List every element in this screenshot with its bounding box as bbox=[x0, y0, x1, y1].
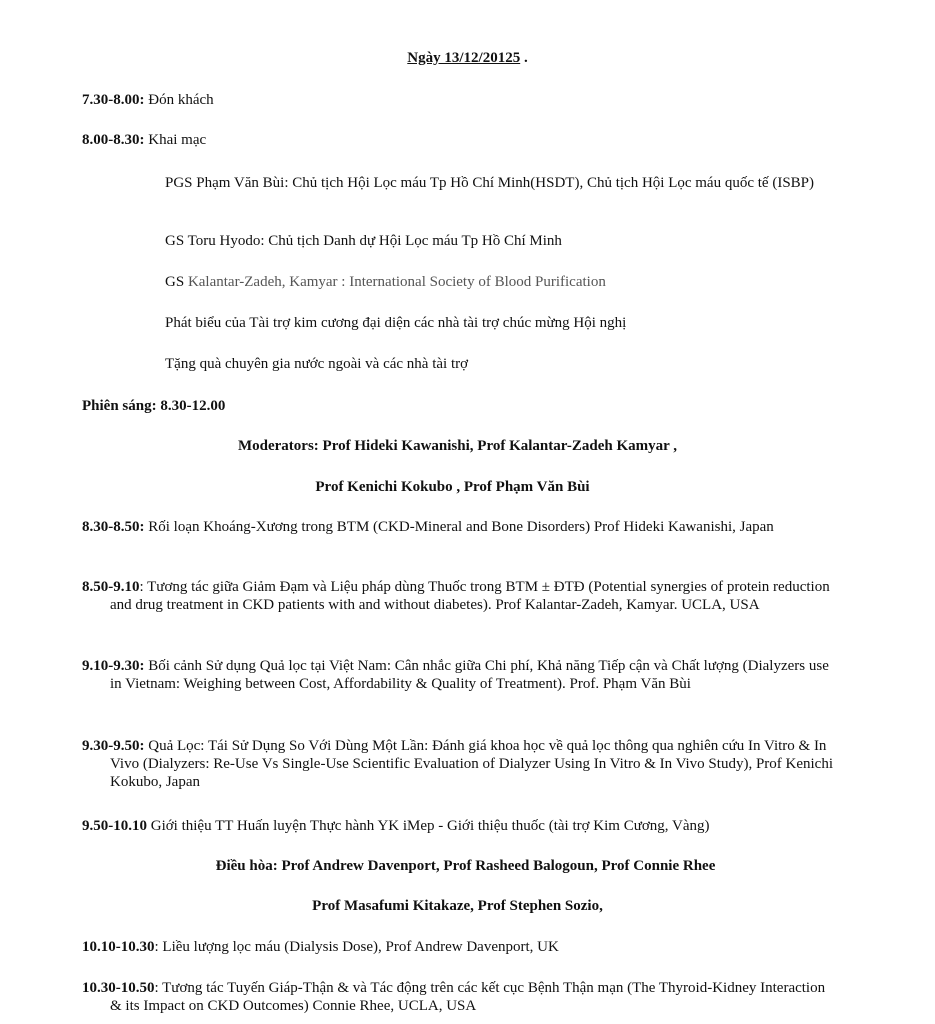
talk-time: 9.30-9.50: bbox=[82, 738, 145, 754]
talk-text: Rối loạn Khoáng-Xương trong BTM (CKD-Mineral and Bone Disorders) Prof Hideki Kawanishi, Japan bbox=[144, 519, 774, 535]
talk-item bbox=[82, 518, 840, 536]
talk-text: Bối cảnh Sử dụng Quả lọc tại Việt Nam: Cân nhắc giữa Chi phí, Khả năng Tiếp cận và Chất lượng (Dialyzers use in Vietnam: Weighing between Cost, Affordability & Quality of Treatment). Prof. Phạm Văn Bùi bbox=[110, 658, 829, 692]
talk-text: : Tương tác Tuyến Giáp-Thận & và Tác động trên các kết cục Bệnh Thận mạn (The Thyroid-Kidney Interaction & its Impact on CKD Outcomes) Connie Rhee, UCLA, USA bbox=[110, 980, 826, 1014]
speaker-gs-kalantar bbox=[110, 273, 830, 291]
talk-text: : Liều lượng lọc máu (Dialysis Dose), Prof Andrew Davenport, UK bbox=[154, 939, 559, 955]
talk-item bbox=[82, 737, 840, 791]
chairs-line-1: Điều hòa: Prof Andrew Davenport, Prof Rasheed Balogoun, Prof Connie Rhee bbox=[215, 858, 716, 874]
speaker-gs-prefix: GS bbox=[165, 274, 185, 290]
talk-time: 8.30-8.50: bbox=[82, 519, 145, 535]
talk-time: 10.30-10.50 bbox=[82, 980, 155, 996]
welcome-time: 7.30-8.00: bbox=[82, 92, 145, 108]
morning-session-label: Phiên sáng: 8.30-12.00 bbox=[82, 398, 226, 414]
talk-text: Quả Lọc: Tái Sử Dụng So Với Dùng Một Lần: Đánh giá khoa học về quả lọc thông qua nghiên cứu In Vitro & In Vivo (Dialyzers: Re-Use Vs Single-Use Scientific Evaluation of Dialyzer Using In Vitro & In Vivo Study), Prof Kenichi Kokubo, Japan bbox=[110, 738, 834, 790]
sponsor-speech: Phát biểu của Tài trợ kim cương đại diện các nhà tài trợ chúc mừng Hội nghị bbox=[165, 315, 627, 331]
date-suffix: . bbox=[523, 50, 528, 66]
date-label: Ngày 13/12/20125 bbox=[407, 50, 521, 66]
talk-text: : Tương tác giữa Giảm Đạm và Liệu pháp dùng Thuốc trong BTM ± ĐTĐ (Potential synergies of protein reduction and drug treatment in CKD patients with and without diabetes). Prof Kalantar-Zadeh, Kamyar. UCLA, USA bbox=[110, 579, 830, 613]
talk-item bbox=[82, 938, 840, 956]
talk-text: Giới thiệu TT Huấn luyện Thực hành YK iMep - Giới thiệu thuốc (tài trợ Kim Cương, Vàng) bbox=[147, 818, 710, 834]
moderators-line-1: Moderators: Prof Hideki Kawanishi, Prof Kalantar-Zadeh Kamyar , bbox=[237, 438, 677, 454]
chairs-line-2: Prof Masafumi Kitakaze, Prof Stephen Sozio, bbox=[312, 898, 603, 914]
date-heading bbox=[0, 49, 935, 67]
opening-time: 8.00-8.30: bbox=[82, 132, 145, 148]
speaker-gs-kalantar-text: Kalantar-Zadeh, Kamyar : International Society of Blood Purification bbox=[187, 274, 606, 290]
talk-time: 8.50-9.10 bbox=[82, 579, 140, 595]
opening-text: Khai mạc bbox=[148, 132, 207, 148]
welcome-text: Đón khách bbox=[148, 92, 214, 108]
opening-line bbox=[82, 131, 206, 149]
speaker-pgs-bui: PGS Phạm Văn Bùi: Chủ tịch Hội Lọc máu Tp Hồ Chí Minh(HSDT), Chủ tịch Hội Lọc máu quốc tế (ISBP) bbox=[165, 175, 814, 191]
talk-item bbox=[82, 979, 840, 1015]
talk-item bbox=[82, 578, 840, 614]
welcome-line bbox=[82, 91, 214, 109]
talk-item bbox=[82, 817, 840, 835]
talk-item bbox=[82, 657, 840, 693]
talk-time: 9.10-9.30: bbox=[82, 658, 145, 674]
gifts-line: Tặng quà chuyên gia nước ngoài và các nhà tài trợ bbox=[165, 356, 469, 372]
talk-time: 10.10-10.30 bbox=[82, 939, 155, 955]
speaker-gs-hyodo: GS Toru Hyodo: Chủ tịch Danh dự Hội Lọc máu Tp Hồ Chí Minh bbox=[165, 233, 562, 249]
moderators-line-2: Prof Kenichi Kokubo , Prof Phạm Văn Bùi bbox=[315, 479, 590, 495]
talk-time: 9.50-10.10 bbox=[82, 818, 147, 834]
